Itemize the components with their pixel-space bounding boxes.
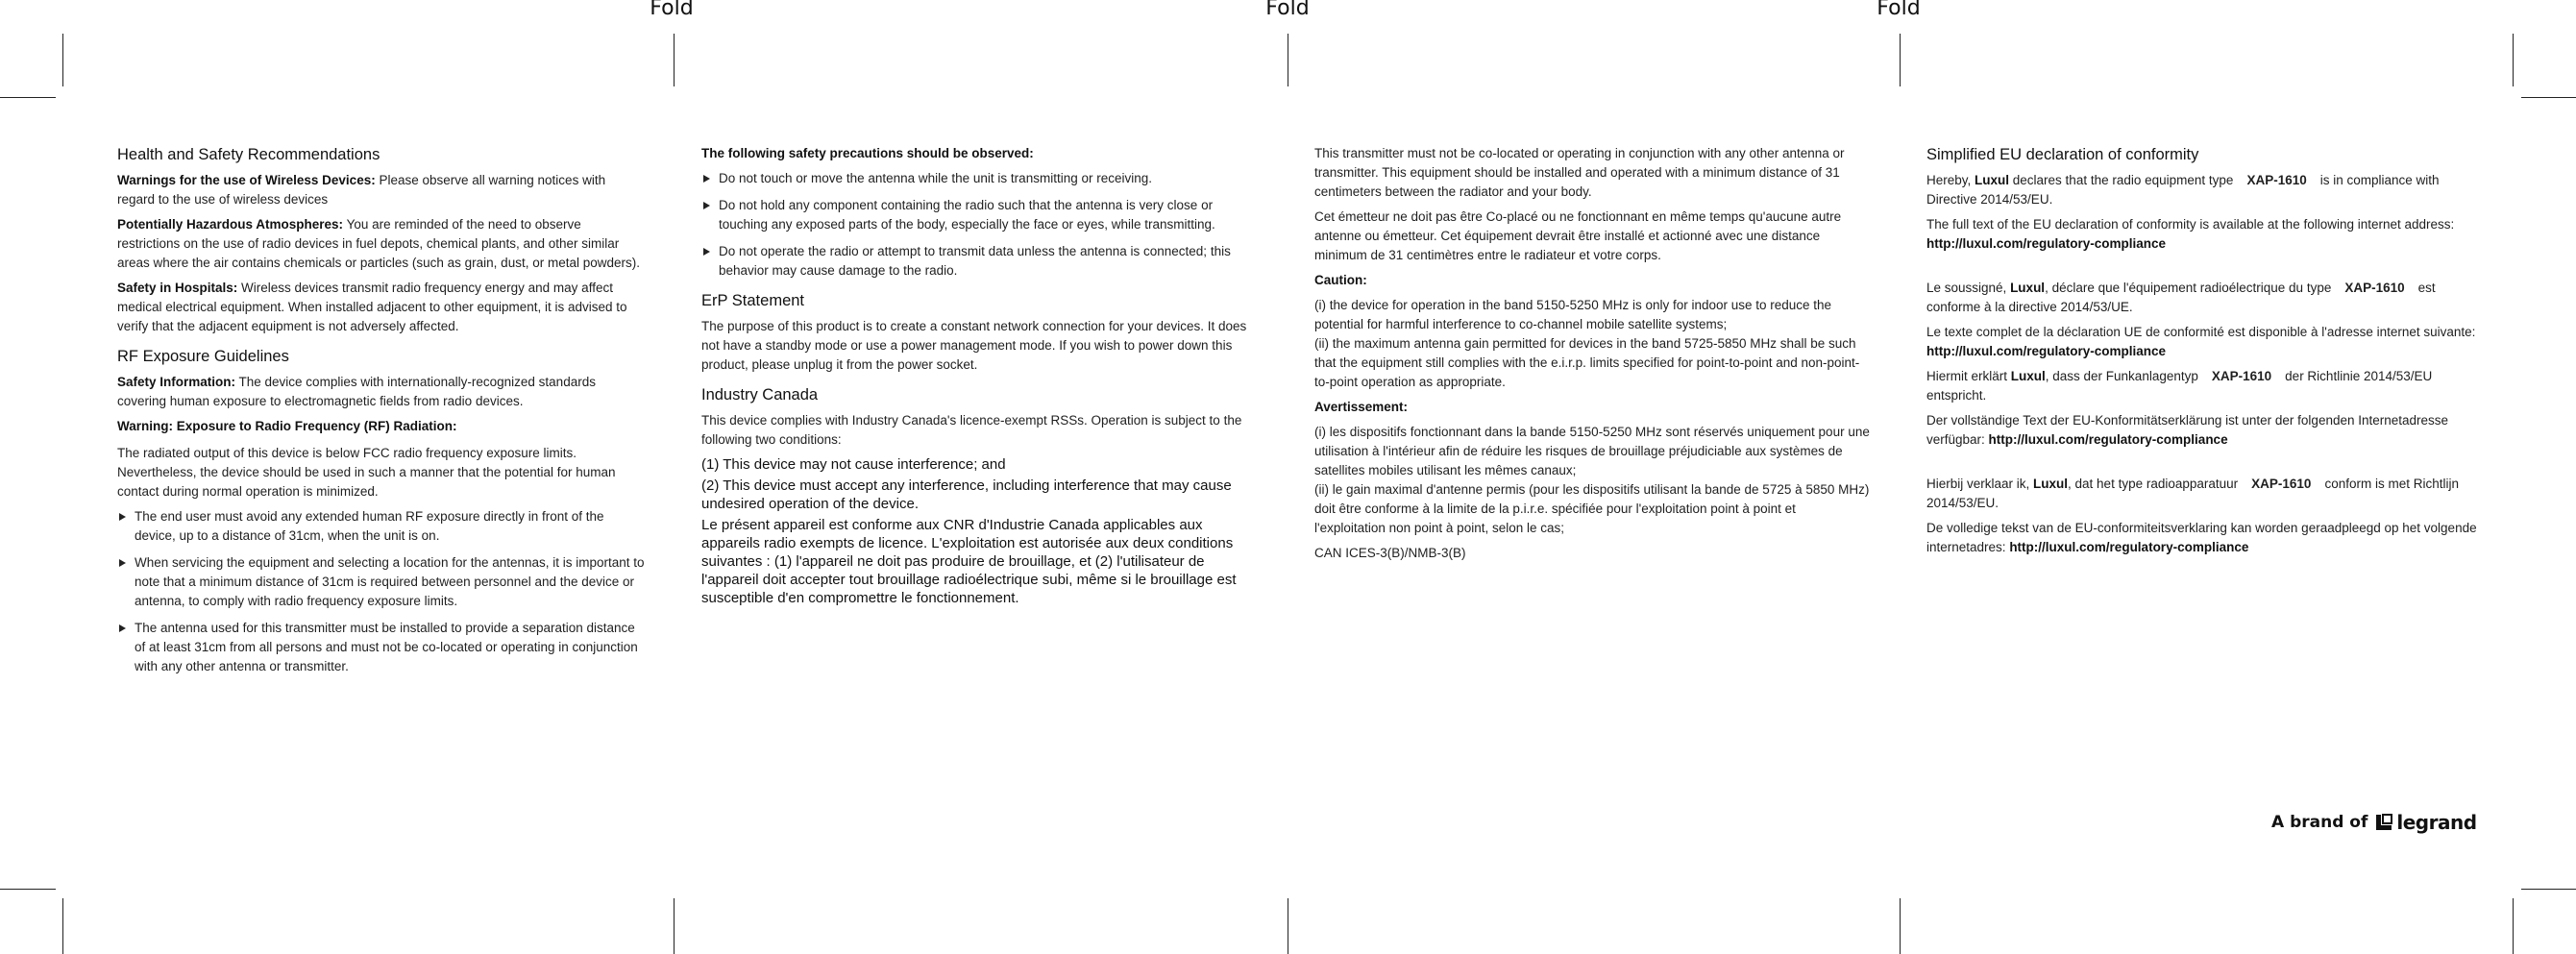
bullet-triangle-icon (703, 202, 710, 209)
paragraph: Safety Information: The device complies with internationally-recognized standards covering human exposure to electromagnetic fields from radio devices. (117, 375, 596, 408)
paragraph: Hereby, Luxul declares that the radio equipment type XAP-1610 is in compliance with Directive 2014/53/EU. (1926, 173, 2440, 207)
fold-mark (674, 34, 675, 86)
fold-mark (1900, 34, 1901, 86)
paragraph: Le texte complet de la déclaration UE de conformité est disponible à l'adresse internet suivante: http://luxul.com/regulatory-compliance (1926, 325, 2476, 358)
heading-health-safety: Health and Safety Recommendations (117, 146, 380, 163)
paragraph: This transmitter must not be co-located or operating in conjunction with any other antenna or transmitter. This equipment should be installed and operated with a minimum distance of 31 centimeters between the radiator and your body. (1314, 146, 1845, 199)
legrand-mark-icon (2375, 814, 2392, 831)
compliance-url: http://luxul.com/regulatory-compliance (1926, 344, 2167, 358)
bullet-list (701, 169, 1259, 281)
paragraph: De volledige tekst van de EU-conformiteitsverklaring kan worden geraadpleegd op het volgende internetadres: http://luxul.com/regulatory-compliance (1926, 521, 2477, 554)
model-number: XAP-1610 (2211, 369, 2272, 383)
legrand-wordmark: legrand (2396, 811, 2477, 834)
fold-label: Fold (650, 0, 694, 20)
fold-label: Fold (1265, 0, 1310, 20)
column-eu-declaration (1926, 144, 2479, 563)
crop-mark (2513, 898, 2514, 954)
paragraph: The purpose of this product is to create a constant network connection for your devices. It does not have a standby mode or use a power management mode. If you wish to power down this product, please unplug it from the power socket. (701, 319, 1247, 372)
fold-label: Fold (1877, 0, 1921, 20)
model-number: XAP-1610 (2251, 477, 2312, 491)
paragraph: (i) les dispositifs fonctionnant dans la bande 5150-5250 MHz sont réservés uniquement pour une utilisation à l'intérieur afin de réduire les risques de brouillage préjudiciable aux systèmes de satellites mobiles utilisant les mêmes canaux; (1314, 425, 1870, 477)
crop-mark (62, 898, 63, 954)
bullet-triangle-icon (703, 248, 710, 256)
heading-rf-exposure: RF Exposure Guidelines (117, 348, 289, 365)
crop-mark (0, 889, 56, 890)
list-item: When servicing the equipment and selecting a location for the antennas, it is important to note that a minimum distance of 31cm is required between personnel and the device or antenna, to comply with radio frequency exposure limits. (117, 553, 646, 611)
paragraph: Caution: (1314, 273, 1367, 287)
paragraph: (i) the device for operation in the band 5150-5250 MHz is only for indoor use to reduce the potential for harmful interference to co-channel mobile satellite systems; (1314, 298, 1832, 331)
compliance-url: http://luxul.com/regulatory-compliance (1988, 432, 2228, 447)
heading-erp: ErP Statement (701, 292, 805, 309)
paragraph: (ii) le gain maximal d'antenne permis (pour les dispositifs utilisant la bande de 5725 à 5850 MHz) doit être conforme à la limite de la p.i.r.e. spécifiée pour l'exploitation point à point et l'exploitation non point à point, selon le cas; (1314, 482, 1870, 535)
paragraph: Le présent appareil est conforme aux CNR d'Industrie Canada applicables aux appareils radio exempts de licence. L'exploitation est autorisée aux deux conditions suivantes : (1) l'appareil ne doit pas produire de brouillage, et (2) l'utilisateur de l'appareil doit accepter tout brouillage radioélectrique subi, même si le brouillage est susceptible d'en compromettre le fonctionnement. (701, 517, 1237, 606)
fold-mark (1900, 898, 1901, 954)
model-number: XAP-1610 (2344, 281, 2405, 295)
paragraph: Potentially Hazardous Atmospheres: You are reminded of the need to observe restrictions on the use of radio devices in fuel depots, chemical plants, and other similar areas where the air contains chemicals or particles (such as grain, dust, or metal powders). (117, 217, 640, 270)
crop-mark (2521, 97, 2576, 98)
paragraph: The full text of the EU declaration of conformity is available at the following internet address: http://luxul.com/regulatory-compliance (1926, 217, 2455, 251)
list-item: Do not touch or move the antenna while the unit is transmitting or receiving. (701, 169, 1259, 188)
fold-mark (674, 898, 675, 954)
paragraph: Safety in Hospitals: Wireless devices transmit radio frequency energy and may affect medical electrical equipment. When installed adjacent to other equipment, it is advised to verify that the adjacent equipment is not adversely affected. (117, 281, 627, 333)
paragraph: The radiated output of this device is below FCC radio frequency exposure limits. Nevertheless, the device should be used in such a manner that the potential for human contact during normal operation is minimized. (117, 446, 616, 499)
column-health-safety (117, 144, 646, 684)
crop-mark (0, 97, 56, 98)
paragraph: This device complies with Industry Canada's licence-exempt RSSs. Operation is subject to the following two conditions: (701, 413, 1242, 447)
paragraph: Avertissement: (1314, 400, 1409, 414)
paragraph: (ii) the maximum antenna gain permitted for devices in the band 5725-5850 MHz shall be such that the equipment still complies with the e.i.r.p. limits specified for point-to-point and non-point-to-point operation as appropriate. (1314, 336, 1860, 389)
list-item: The end user must avoid any extended human RF exposure directly in front of the device, up to a distance of 31cm, when the unit is on. (117, 507, 646, 546)
compliance-url: http://luxul.com/regulatory-compliance (2009, 540, 2249, 554)
brand-footer (2271, 811, 2477, 834)
list-item: The antenna used for this transmitter must be installed to provide a separation distance of at least 31cm from all persons and must not be co-located or operating in conjunction with any other antenna or transmitter. (117, 619, 646, 676)
crop-mark (2521, 889, 2576, 890)
crop-mark (62, 34, 63, 86)
paragraph: Cet émetteur ne doit pas être Co-placé ou ne fonctionnant en même temps qu'aucune autre antenne ou émetteur. Cet équipement devrait être installé et actionné avec une distance minimum de 31 centimètres entre le radiateur et votre corps. (1314, 209, 1842, 262)
paragraph: Warning: Exposure to Radio Frequency (RF) Radiation: (117, 419, 457, 433)
compliance-url: http://luxul.com/regulatory-compliance (1926, 236, 2167, 251)
paragraph: (2) This device must accept any interference, including interference that may cause undesired operation of the device. (701, 477, 1232, 512)
heading-industry-canada: Industry Canada (701, 386, 819, 404)
model-number: XAP-1610 (2246, 173, 2307, 187)
paragraph: Hiermit erklärt Luxul, dass der Funkanlagentyp XAP-1610 der Richtlinie 2014/53/EU entspricht. (1926, 369, 2433, 403)
bullet-triangle-icon (119, 513, 126, 521)
crop-mark (2513, 34, 2514, 86)
brand-prefix: A brand of (2271, 813, 2368, 832)
paragraph: Der vollständige Text der EU-Konformitätserklärung ist unter der folgenden Internetadresse verfügbar: http://luxul.com/regulatory-compliance (1926, 413, 2449, 447)
heading-eu-declaration: Simplified EU declaration of conformity (1926, 146, 2199, 163)
paragraph: Hierbij verklaar ik, Luxul, dat het type radioapparatuur XAP-1610 conform is met Richtlijn 2014/53/EU. (1926, 477, 2459, 510)
bullet-triangle-icon (703, 175, 710, 183)
bullet-list (117, 507, 646, 676)
paragraph: CAN ICES-3(B)/NMB-3(B) (1314, 546, 1466, 560)
paragraph: The following safety precautions should be observed: (701, 146, 1034, 160)
paragraph: (1) This device may not cause interference; and (701, 456, 1006, 473)
column-co-location (1314, 144, 1870, 569)
paragraph: Le soussigné, Luxul, déclare que l'équipement radioélectrique du type XAP-1610 est conforme à la directive 2014/53/UE. (1926, 281, 2436, 314)
column-safety-precautions (701, 144, 1259, 613)
legrand-logo (2375, 811, 2476, 834)
bullet-triangle-icon (119, 624, 126, 632)
list-item: Do not operate the radio or attempt to transmit data unless the antenna is connected; this behavior may cause damage to the radio. (701, 242, 1259, 281)
list-item: Do not hold any component containing the radio such that the antenna is very close or touching any exposed parts of the body, especially the face or eyes, while transmitting. (701, 196, 1259, 234)
paragraph: Warnings for the use of Wireless Devices: Please observe all warning notices with regard to the use of wireless devices (117, 173, 606, 207)
bullet-triangle-icon (119, 559, 126, 567)
